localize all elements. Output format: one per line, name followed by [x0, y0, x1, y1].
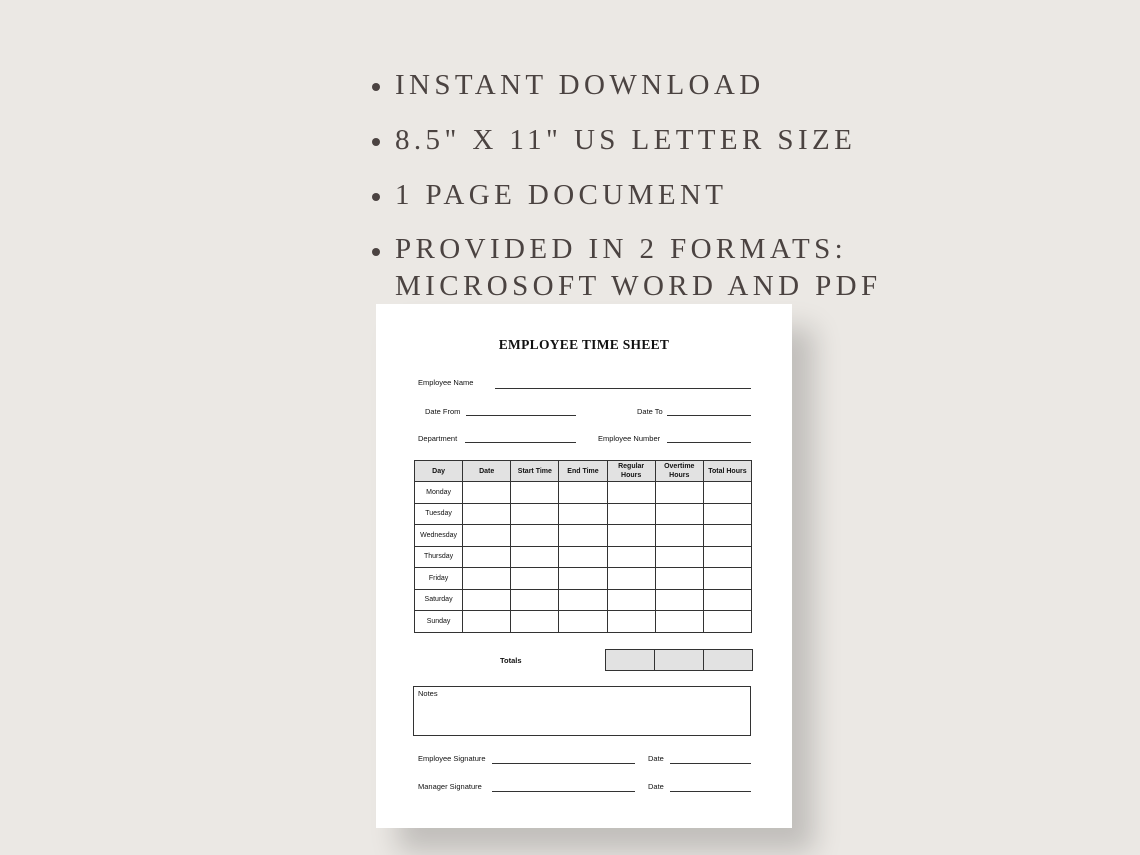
cell	[463, 568, 511, 590]
date-to-line	[667, 415, 751, 416]
cell	[511, 482, 559, 504]
cell	[703, 611, 751, 633]
cell	[511, 611, 559, 633]
manager-date-line	[670, 791, 751, 792]
timesheet-preview	[376, 304, 792, 828]
header-day: Day	[415, 461, 463, 482]
cell	[655, 611, 703, 633]
cell	[607, 503, 655, 525]
employee-name-label: Employee Name	[418, 378, 474, 387]
table-row	[415, 589, 752, 611]
cell	[703, 546, 751, 568]
totals-regular-cell	[606, 650, 654, 670]
department-line	[465, 442, 576, 443]
employee-number-label: Employee Number	[598, 434, 661, 443]
employee-name-line	[495, 388, 751, 389]
day-cell: Sunday	[415, 611, 463, 633]
cell	[559, 611, 607, 633]
cell	[463, 611, 511, 633]
feature-text: INSTANT DOWNLOAD	[395, 69, 765, 101]
header-overtime-hours: Overtime Hours	[655, 461, 703, 482]
employee-signature-line	[492, 763, 635, 764]
day-cell: Monday	[415, 482, 463, 504]
cell	[463, 589, 511, 611]
notes-label: Notes	[418, 689, 438, 698]
cell	[463, 525, 511, 547]
bullet-icon	[372, 138, 380, 146]
table-row	[415, 525, 752, 547]
employee-signature-label: Employee Signature	[418, 754, 486, 763]
header-end-time: End Time	[559, 461, 607, 482]
table-row	[415, 503, 752, 525]
employee-date-label: Date	[648, 754, 664, 763]
cell	[511, 546, 559, 568]
day-cell: Saturday	[415, 589, 463, 611]
cell	[655, 546, 703, 568]
table-row	[415, 568, 752, 590]
date-to-label: Date To	[637, 407, 663, 416]
bullet-icon	[372, 83, 380, 91]
cell	[703, 525, 751, 547]
totals-label: Totals	[500, 656, 522, 665]
header-regular-hours: Regular Hours	[607, 461, 655, 482]
department-label: Department	[418, 434, 458, 443]
cell	[607, 611, 655, 633]
cell	[655, 568, 703, 590]
totals-total-cell	[703, 650, 752, 670]
cell	[559, 589, 607, 611]
feature-item	[370, 64, 882, 119]
header-start-time: Start Time	[511, 461, 559, 482]
feature-list	[370, 64, 882, 305]
day-cell: Thursday	[415, 546, 463, 568]
cell	[463, 503, 511, 525]
cell	[607, 568, 655, 590]
cell	[511, 503, 559, 525]
feature-text-line-1: PROVIDED IN 2 FORMATS:	[395, 233, 848, 265]
cell	[559, 525, 607, 547]
totals-cells	[605, 649, 753, 671]
cell	[559, 568, 607, 590]
notes-box	[413, 686, 751, 736]
cell	[511, 525, 559, 547]
table-header-row	[415, 461, 752, 482]
day-cell: Wednesday	[415, 525, 463, 547]
cell	[703, 589, 751, 611]
cell	[655, 482, 703, 504]
feature-item	[370, 119, 882, 174]
feature-text-line-2: MICROSOFT WORD AND PDF	[395, 270, 882, 302]
day-cell: Tuesday	[415, 503, 463, 525]
cell	[511, 568, 559, 590]
header-total-hours: Total Hours	[703, 461, 751, 482]
cell	[703, 568, 751, 590]
employee-date-line	[670, 763, 751, 764]
cell	[655, 503, 703, 525]
table-row	[415, 611, 752, 633]
manager-date-label: Date	[648, 782, 664, 791]
totals-overtime-cell	[654, 650, 703, 670]
cell	[511, 589, 559, 611]
cell	[607, 589, 655, 611]
manager-signature-label: Manager Signature	[418, 782, 482, 791]
cell	[559, 546, 607, 568]
cell	[559, 482, 607, 504]
cell	[607, 482, 655, 504]
cell	[703, 503, 751, 525]
cell	[607, 525, 655, 547]
sheet-title: EMPLOYEE TIME SHEET	[498, 337, 670, 352]
timesheet-table	[414, 460, 752, 633]
cell	[607, 546, 655, 568]
employee-number-line	[667, 442, 751, 443]
feature-item	[370, 229, 882, 305]
table-row	[415, 482, 752, 504]
date-from-label: Date From	[425, 407, 461, 416]
date-from-line	[466, 415, 576, 416]
cell	[463, 546, 511, 568]
cell	[703, 482, 751, 504]
header-date: Date	[463, 461, 511, 482]
feature-text: 8.5" X 11" US LETTER SIZE	[395, 124, 857, 156]
bullet-icon	[372, 248, 380, 256]
table-row	[415, 546, 752, 568]
cell	[559, 503, 607, 525]
cell	[655, 589, 703, 611]
cell	[655, 525, 703, 547]
cell	[463, 482, 511, 504]
bullet-icon	[372, 193, 380, 201]
manager-signature-line	[492, 791, 635, 792]
feature-item	[370, 174, 882, 229]
feature-text: 1 PAGE DOCUMENT	[395, 179, 728, 211]
day-cell: Friday	[415, 568, 463, 590]
